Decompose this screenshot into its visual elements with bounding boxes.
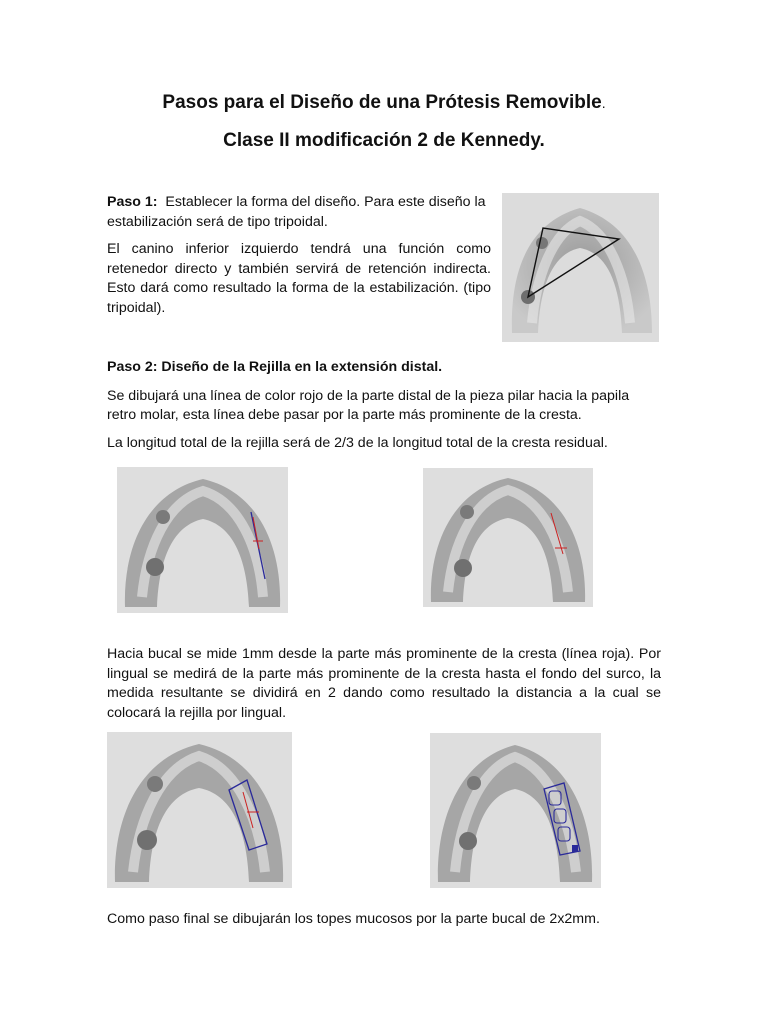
paso2-section <box>107 358 661 453</box>
paso2-paragraph-2: La longitud total de la rejilla será de 2/3 de la longitud total de la cresta residual. <box>107 434 608 451</box>
paso1-paragraph <box>107 193 491 232</box>
paso1-label: Paso 1: <box>107 194 158 210</box>
red-line-photo-2 <box>423 468 593 607</box>
paso1-section <box>107 193 491 318</box>
paso1-text: Establecer la forma del diseño. Para este diseño la estabilización será de tipo tripoidal. <box>107 194 486 230</box>
grid-mesh-photo-2 <box>430 733 601 888</box>
paso2-heading: Paso 2: Diseño de la Rejilla en la extensión distal. <box>107 359 443 375</box>
medida-paragraph: Hacia bucal se mide 1mm desde la parte más prominente de la cresta (línea roja). Por lingual se medirá de la parte más prominente de la cresta hasta el fondo del surco, la medida resultante se dividirá en 2 dando como resultado la distancia a la cual se colocará la rejilla por lingual. <box>107 646 661 721</box>
tripod-design-photo <box>502 193 659 342</box>
page-subtitle: Clase II modificación 2 de Kennedy. <box>223 130 545 151</box>
page-title <box>0 92 768 114</box>
paso2-paragraph-1: Se dibujará una línea de color rojo de la parte distal de la pieza pilar hacia la papila retro molar, esta línea debe pasar por la parte más prominente de la cresta. <box>107 387 630 423</box>
red-line-photo-1 <box>117 467 288 613</box>
paso1-paragraph-2: El canino inferior izquierdo tendrá una función como retenedor directo y también servirá de retención indirecta. Esto dará como resultado la forma de la estabilización. (tipo tripoidal). <box>107 241 491 316</box>
title-line-1: Pasos para el Diseño de una Prótesis Removible <box>162 92 602 113</box>
grid-outline-photo-1 <box>107 732 292 888</box>
final-paragraph: Como paso final se dibujarán los topes mucosos por la parte bucal de 2x2mm. <box>107 911 600 927</box>
title-dot: . <box>601 95 606 111</box>
